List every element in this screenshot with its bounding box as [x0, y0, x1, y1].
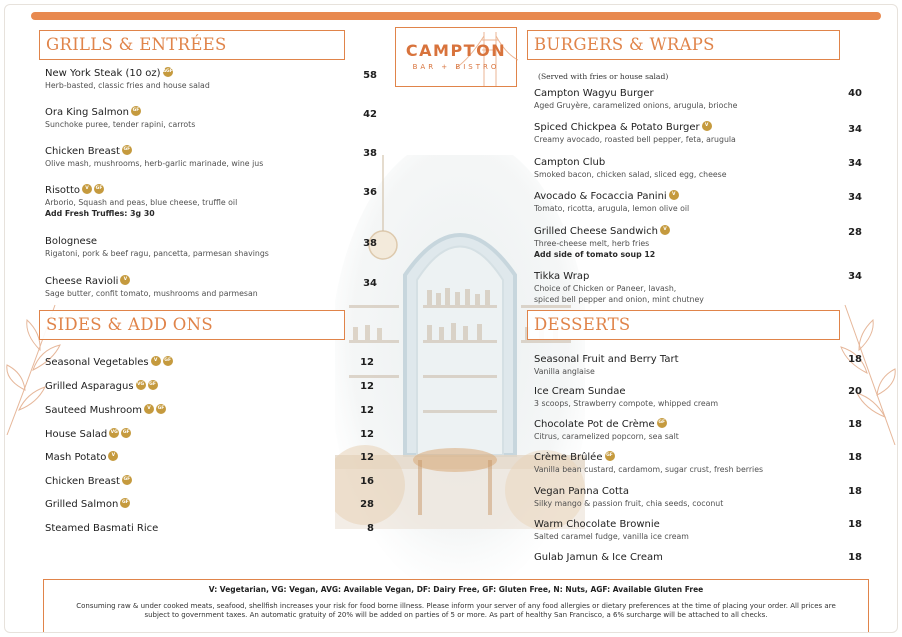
item-price: 58 — [363, 70, 377, 81]
item-name: New York Steak (10 oz) — [45, 68, 161, 79]
dietary-badge: V — [151, 356, 161, 366]
dietary-badge: GF — [94, 184, 104, 194]
item-name: Risotto — [45, 185, 81, 196]
dietary-badge: GF — [120, 498, 130, 508]
item-price: 34 — [848, 271, 862, 282]
item-name: Sauteed Mushroom — [45, 405, 142, 416]
item-description: Creamy avocado, roasted bell pepper, feta, arugula — [534, 135, 736, 144]
sides-section-title: SIDES & ADD ONS — [39, 310, 345, 340]
item-price: 18 — [848, 552, 862, 563]
item-description: Arborio, Squash and peas, blue cheese, truffle oil — [45, 198, 238, 207]
logo-tagline: BAR + BISTRO — [412, 63, 500, 71]
item-price: 28 — [848, 227, 862, 238]
menu-page — [4, 4, 898, 633]
item-name: Cheese Ravioli — [45, 276, 119, 287]
menu-item — [534, 121, 736, 145]
menu-item — [45, 275, 258, 299]
item-name: Chocolate Pot de Crème — [534, 419, 655, 430]
item-description: Salted caramel fudge, vanilla ice cream — [534, 532, 689, 541]
menu-item — [534, 485, 723, 509]
dietary-badge: GF — [121, 428, 131, 438]
menu-item — [534, 518, 689, 542]
item-name: Mash Potato — [45, 452, 107, 463]
item-description: Three-cheese melt, herb fries — [534, 239, 650, 248]
menu-item — [45, 356, 173, 369]
dietary-badge: GF — [122, 145, 132, 155]
item-add-on: Add side of tomato soup 12 — [534, 250, 656, 259]
item-price: 28 — [360, 499, 374, 510]
item-price: 42 — [363, 109, 377, 120]
item-name: Grilled Cheese Sandwich — [534, 226, 658, 237]
disclaimer-text: Consuming raw & under cooked meats, seafood, shellfish increases your risk for food borne illness. Please inform your server of any food allergies or dietary preferences at the time of placing your order. All prices are subject to government taxes. An automatic gratuity of 20% will be added on parties of 5 or more. As part of healthy San Francisco, a 6% surcharge will be attached to all checks. — [76, 602, 836, 619]
item-price: 20 — [848, 386, 862, 397]
menu-item — [45, 404, 166, 417]
dietary-badge: GF — [122, 475, 132, 485]
item-price: 12 — [360, 405, 374, 416]
item-name: Warm Chocolate Brownie — [534, 519, 660, 530]
item-name: Ice Cream Sundae — [534, 386, 626, 397]
item-name: Grilled Asparagus — [45, 381, 134, 392]
item-name: Vegan Panna Cotta — [534, 486, 629, 497]
item-description: Vanilla bean custard, cardamom, sugar crust, fresh berries — [534, 465, 764, 474]
item-description: Citrus, caramelized popcorn, sea salt — [534, 432, 679, 441]
item-name: Chicken Breast — [45, 476, 120, 487]
item-price: 18 — [848, 519, 862, 530]
item-name: Spiced Chickpea & Potato Burger — [534, 122, 700, 133]
menu-item — [45, 106, 195, 130]
item-price: 8 — [367, 523, 374, 534]
menu-item — [534, 551, 663, 564]
dietary-badge: V — [660, 225, 670, 235]
menu-item — [45, 475, 132, 488]
dietary-badge: VG — [136, 380, 146, 390]
item-description: Choice of Chicken or Paneer, lavash, — [534, 284, 677, 293]
item-name: Ora King Salmon — [45, 107, 129, 118]
menu-item — [45, 451, 118, 464]
item-name: Avocado & Focaccia Panini — [534, 191, 667, 202]
item-price: 12 — [360, 452, 374, 463]
item-name: Campton Club — [534, 157, 606, 168]
item-description: 3 scoops, Strawberry compote, whipped cream — [534, 399, 719, 408]
item-price: 12 — [360, 381, 374, 392]
item-description: Herb-basted, classic fries and house salad — [45, 81, 210, 90]
menu-item — [534, 451, 763, 475]
menu-item — [534, 385, 718, 409]
menu-item — [45, 184, 237, 219]
dietary-legend: V: Vegetarian, VG: Vegan, AVG: Available Vegan, DF: Dairy Free, GF: Gluten Free, N: Nuts, AGF: Available Gluten Free — [208, 585, 704, 594]
dietary-badge: V — [120, 275, 130, 285]
menu-item — [534, 87, 737, 111]
dietary-badge: GF — [156, 404, 166, 414]
dietary-badge: GF — [131, 106, 141, 116]
grills-section-title: GRILLS & ENTRÉES — [39, 30, 345, 60]
item-description: Vanilla anglaise — [534, 367, 595, 376]
item-price: 36 — [363, 187, 377, 198]
dietary-badge: V — [108, 451, 118, 461]
item-description: Smoked bacon, chicken salad, sliced egg, cheese — [534, 170, 727, 179]
item-name: Tikka Wrap — [534, 271, 590, 282]
menu-item — [45, 145, 263, 169]
item-description: spiced bell pepper and onion, mint chutney — [534, 295, 704, 304]
item-price: 12 — [360, 429, 374, 440]
item-description: Silky mango & passion fruit, chia seeds, coconut — [534, 499, 724, 508]
logo-name: CAMPTON — [405, 41, 507, 60]
item-name: House Salad — [45, 429, 108, 440]
menu-item — [534, 225, 670, 260]
menu-item — [45, 235, 269, 259]
item-price: 34 — [848, 192, 862, 203]
item-price: 12 — [360, 357, 374, 368]
item-name: Seasonal Vegetables — [45, 357, 149, 368]
dietary-badge: GF — [657, 418, 667, 428]
dietary-badge: AGF — [163, 67, 173, 77]
item-name: Grilled Salmon — [45, 499, 119, 510]
item-name: Bolognese — [45, 236, 98, 247]
item-description: Sage butter, confit tomato, mushrooms and parmesan — [45, 289, 258, 298]
item-price: 38 — [363, 148, 377, 159]
menu-item — [534, 418, 679, 442]
dietary-badge: V — [669, 190, 679, 200]
dietary-badge: V — [702, 121, 712, 131]
menu-item — [534, 270, 704, 305]
menu-item — [534, 156, 727, 180]
item-description: Rigatoni, pork & beef ragu, pancetta, parmesan shavings — [45, 249, 269, 258]
dietary-badge: VG — [109, 428, 119, 438]
menu-item — [45, 428, 131, 441]
menu-item — [45, 498, 130, 511]
item-name: Seasonal Fruit and Berry Tart — [534, 354, 679, 365]
item-price: 38 — [363, 238, 377, 249]
item-description: Sunchoke puree, tender rapini, carrots — [45, 120, 196, 129]
item-price: 40 — [848, 88, 862, 99]
item-price: 34 — [363, 278, 377, 289]
restaurant-logo — [395, 27, 517, 87]
item-price: 34 — [848, 158, 862, 169]
item-name: Gulab Jamun & Ice Cream — [534, 552, 663, 563]
dietary-badge: GF — [163, 356, 173, 366]
top-accent-bar — [31, 12, 881, 20]
dietary-badge: GF — [148, 380, 158, 390]
menu-item — [534, 353, 679, 377]
menu-item — [534, 190, 689, 214]
dietary-badge: V — [144, 404, 154, 414]
item-name: Crème Brûlée — [534, 452, 603, 463]
menu-item — [45, 67, 210, 91]
burgers-note: (Served with fries or house salad) — [538, 72, 669, 81]
item-name: Chicken Breast — [45, 146, 120, 157]
dietary-badge: V — [82, 184, 92, 194]
menu-item — [45, 522, 158, 535]
item-add-on: Add Fresh Truffles: 3g 30 — [45, 209, 155, 218]
item-price: 18 — [848, 452, 862, 463]
item-price: 18 — [848, 419, 862, 430]
item-description: Aged Gruyère, caramelized onions, arugula, brioche — [534, 101, 738, 110]
item-price: 34 — [848, 124, 862, 135]
item-price: 16 — [360, 476, 374, 487]
footer-notice — [43, 579, 869, 633]
item-price: 18 — [848, 354, 862, 365]
menu-item — [45, 380, 158, 393]
burgers-section-title: BURGERS & WRAPS — [527, 30, 840, 60]
item-name: Campton Wagyu Burger — [534, 88, 654, 99]
dietary-badge: GF — [605, 451, 615, 461]
item-name: Steamed Basmati Rice — [45, 523, 159, 534]
item-price: 18 — [848, 486, 862, 497]
desserts-section-title: DESSERTS — [527, 310, 840, 340]
item-description: Tomato, ricotta, arugula, lemon olive oil — [534, 204, 690, 213]
item-description: Olive mash, mushrooms, herb-garlic marinade, wine jus — [45, 159, 264, 168]
